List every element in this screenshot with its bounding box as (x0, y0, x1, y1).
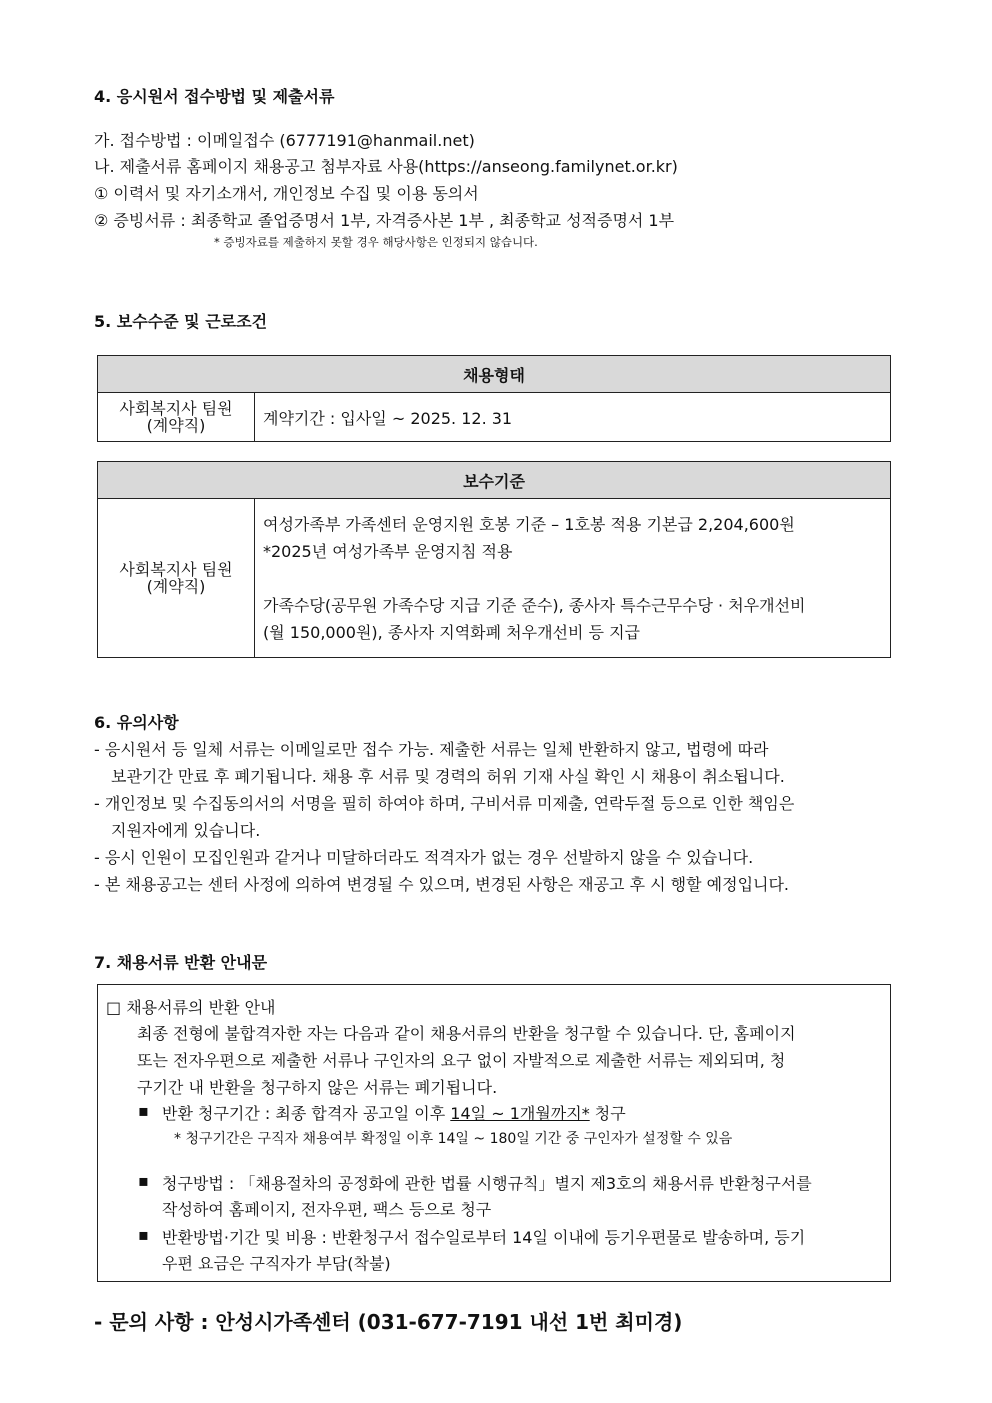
contact-info: - 문의 사항 : 안성시가족센터 (031-677-7191 내선 1번 최미경) (94, 1310, 683, 1334)
notice-box-title: □ 채용서류의 반환 안내 (106, 998, 276, 1017)
sec6-line-2: 보관기간 만료 후 폐기됩니다. 채용 후 서류 및 경력의 허위 기재 사실 확인 시 채용이 취소됩니다. (111, 767, 785, 786)
section-5-title: 5. 보수수준 및 근로조건 (94, 312, 268, 331)
return-notice-box (97, 984, 891, 1282)
bullet-icon: ▪ (138, 1225, 149, 1244)
salary-line-1: 여성가족부 가족센터 운영지원 호봉 기준 – 1호봉 적용 기본급 2,204,600원 (263, 514, 795, 534)
sec6-line-6: - 본 채용공고는 센터 사정에 의하여 변경될 수 있으며, 변경된 사항은 재공고 후 시 행할 예정입니다. (94, 875, 790, 894)
section-6-title: 6. 유의사항 (94, 713, 179, 732)
employment-type-table (97, 355, 891, 442)
return-period-item (162, 1101, 626, 1124)
contract-period: 계약기간 : 입사일 ~ 2025. 12. 31 (255, 393, 891, 442)
employment-type-label (98, 393, 255, 442)
section-7-title: 7. 채용서류 반환 안내문 (94, 953, 268, 972)
return-period-suffix: 청구 (589, 1104, 626, 1123)
return-method-line-2: 우편 요금은 구직자가 부담(착불) (162, 1254, 391, 1273)
bullet-icon: ▪ (138, 1171, 149, 1190)
sec6-line-5: - 응시 인원이 모집인원과 같거나 미달하더라도 적격자가 없는 경우 선발하지 않을 수 있습니다. (94, 848, 754, 867)
employment-type-header: 채용형태 (98, 356, 891, 393)
salary-standard-header: 보수기준 (98, 462, 891, 499)
sec6-line-1: - 응시원서 등 일체 서류는 이메일로만 접수 가능. 제출한 서류는 일체 반환하지 않고, 법령에 따라 (94, 740, 769, 759)
label-line-1: 사회복지사 팀원 (119, 560, 233, 579)
label-line-2: (계약직) (146, 577, 206, 596)
label-line-1: 사회복지사 팀원 (119, 399, 233, 418)
sec4-line-1: 가. 접수방법 : 이메일접수 (6777191@hanmail.net) (94, 131, 475, 150)
request-method-line-2: 작성하여 홈페이지, 전자우편, 팩스 등으로 청구 (162, 1200, 492, 1219)
return-period-note: * 청구기간은 구직자 채용여부 확정일 이후 14일 ~ 180일 기간 중 구인자가 설정할 수 있음 (174, 1131, 733, 1147)
request-method-line-1: 청구방법 : 「채용절차의 공정화에 관한 법률 시행규칙」별지 제3호의 채용서류 반환청구서를 (162, 1174, 812, 1193)
salary-line-4: (월 150,000원), 종사자 지역화폐 처우개선비 등 지급 (263, 622, 641, 642)
notice-para-line-2: 또는 전자우편으로 제출한 서류나 구인자의 요구 없이 자발적으로 제출한 서류는 제외되며, 청 (137, 1051, 786, 1070)
sec4-line-4: ② 증빙서류 : 최종학교 졸업증명서 1부, 자격증사본 1부 , 최종학교 성적증명서 1부 (94, 211, 675, 230)
section-4-title: 4. 응시원서 접수방법 및 제출서류 (94, 87, 335, 106)
sec4-line-3: ① 이력서 및 자기소개서, 개인정보 수집 및 이용 동의서 (94, 184, 479, 203)
salary-line-3: 가족수당(공무원 가족수당 지급 기준 준수), 종사자 특수근무수당 · 처우개선비 (263, 595, 806, 615)
return-period-underlined: 14일 ~ 1개월까지* (450, 1104, 590, 1123)
salary-standard-table (97, 461, 891, 658)
label-line-2: (계약직) (146, 416, 206, 435)
sec6-line-4: 지원자에게 있습니다. (111, 821, 261, 840)
bullet-icon: ▪ (138, 1101, 149, 1120)
return-period-text: 반환 청구기간 : 최종 합격자 공고일 이후 (162, 1104, 451, 1123)
return-method-line-1: 반환방법·기간 및 비용 : 반환청구서 접수일로부터 14일 이내에 등기우편물로 발송하며, 등기 (162, 1228, 806, 1247)
notice-para-line-3: 구기간 내 반환을 청구하지 않은 서류는 폐기됩니다. (137, 1078, 498, 1097)
sec4-line-2: 나. 제출서류 홈페이지 채용공고 첨부자료 사용(https://anseong.familynet.or.kr) (94, 157, 678, 176)
sec6-line-3: - 개인정보 및 수집동의서의 서명을 필히 하여야 하며, 구비서류 미제출, 연락두절 등으로 인한 책임은 (94, 794, 795, 813)
sec4-note: * 증빙자료를 제출하지 못할 경우 해당사항은 인정되지 않습니다. (214, 235, 538, 249)
notice-para-line-1: 최종 전형에 불합격자한 자는 다음과 같이 채용서류의 반환을 청구할 수 있습니다. 단, 홈페이지 (137, 1024, 796, 1043)
salary-line-2: *2025년 여성가족부 운영지침 적용 (263, 541, 513, 561)
salary-standard-label (98, 499, 255, 658)
salary-details (255, 499, 891, 658)
